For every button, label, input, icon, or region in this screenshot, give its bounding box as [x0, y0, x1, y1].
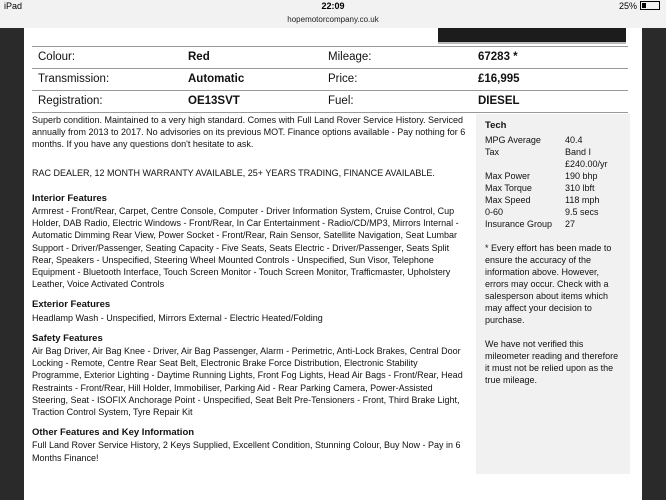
tech-row — [476, 182, 630, 194]
tech-value: 310 lbft — [565, 183, 595, 193]
tech-key: MPG Average — [485, 135, 541, 145]
description-text: Superb condition. Maintained to a very high standard. Comes with Full Land Rover Service History. Serviced annually from 2013 to 2017. No advisories on its previous MOT. Finance options available - Pay nothing for 6 months. If you have any questions don't hesitate to ask. — [32, 115, 466, 150]
spec-row — [32, 47, 628, 69]
tech-value: 9.5 secs — [565, 207, 599, 217]
tech-key: Max Power — [485, 171, 531, 181]
description-column — [32, 114, 469, 464]
tech-key: Insurance Group — [485, 219, 553, 229]
tech-key — [476, 158, 565, 170]
section-title: Safety Features — [32, 332, 103, 344]
tech-row — [476, 158, 630, 170]
tech-value: £240.00/yr — [565, 159, 608, 169]
spec-label: Fuel: — [328, 95, 354, 107]
battery-indicator — [619, 1, 660, 11]
tech-value: 40.4 — [565, 135, 583, 145]
status-bar — [0, 0, 666, 14]
section-text: Headlamp Wash - Unspecified, Mirrors External - Electric Heated/Folding — [32, 312, 323, 323]
spec-label: Registration: — [38, 95, 103, 107]
section-text: Air Bag Driver, Air Bag Knee - Driver, Air Bag Passenger, Alarm - Perimetric, Anti-Lock Brakes, Central Door Locking - Remote, Centre Rear Seat Belt, Electronic Brake Force Distribution, Electronic Stability Programme, Exterior Lighting - Daytime Running Lights, Front Fog Lights, Head Air Bags - Front/Rear, Head Restraints - Front/Rear, Hill Holder, Immobiliser, Parking Aid - Rear Parking Camera, Power-Assisted Steering, Seat - ISOFIX Anchorage Point - Unspecified, Seat Belt Pre-Tensioners - Front, Third Brake Light, Traction Control System, Tyre Repair Kit — [32, 346, 463, 418]
spec-value: £16,995 — [478, 73, 520, 85]
spec-label: Colour: — [38, 51, 76, 63]
section-title: Interior Features — [32, 192, 107, 204]
vehicle-photo[interactable] — [438, 28, 626, 44]
tech-panel — [476, 114, 630, 474]
dealer-line: RAC DEALER, 12 MONTH WARRANTY AVAILABLE, 25+ YEARS TRADING, FINANCE AVAILABLE. — [32, 167, 435, 178]
section-title: Exterior Features — [32, 299, 111, 311]
spec-label: Transmission: — [38, 73, 110, 85]
section-text: Armrest - Front/Rear, Carpet, Centre Console, Computer - Driver Information System, Cruise Control, Cup Holder, DAB Radio, Electric Windows - Front/Rear, In Car Entertainment - Radio/CD/MP3, Mirrors Internal - Automatic Dimming Rear View, Power Socket - Front/Rear, Rain Sensor, Satellite Navigation, Seat Lumbar Support - Driver/Passenger, Seating Capacity - Five Seats, Seats Electric - Driver/Passenger, Seats Split Rear, Speakers - Unspecified, Steering Wheel Mounted Controls - Unspecified, Sun Visor, Telephone Equipment - Bluetooth Interface, Touch Screen Monitor - Touch Screen Monitor, Trafficmaster, Upholstery Leather, Voice Activated Controls — [32, 206, 459, 290]
tech-key: Max Speed — [485, 195, 531, 205]
spec-value: DIESEL — [478, 95, 520, 107]
tech-row — [476, 146, 630, 158]
tech-title: Tech — [485, 120, 507, 131]
mileage-disclaimer: We have not verified this mileometer reading and therefore it must not be relied upon as the true mileage. — [485, 339, 619, 385]
clock: 22:09 — [321, 1, 345, 11]
tech-table — [476, 134, 630, 230]
spec-value: Automatic — [188, 73, 245, 85]
spec-row — [32, 69, 628, 91]
tech-row — [476, 170, 630, 182]
tech-row — [476, 206, 630, 218]
accuracy-disclaimer: * Every effort has been made to ensure the accuracy of the information above. However, errors may occur. Check with a salesperson about items which may affect your decision to purchase. — [485, 243, 612, 325]
tech-value: 118 mph — [565, 195, 600, 205]
battery-percent: 25% — [618, 1, 637, 11]
section-text: Full Land Rover Service History, 2 Keys Supplied, Excellent Condition, Stunning Colour, Buy Now - Pay in 6 Months Finance! — [32, 440, 461, 463]
battery-icon — [640, 1, 660, 10]
tech-row — [476, 134, 630, 146]
spec-value: Red — [188, 51, 210, 63]
tech-value: Band I — [565, 147, 592, 157]
tech-key: 0-60 — [485, 207, 504, 217]
listing-page — [24, 28, 642, 500]
spec-table — [32, 46, 628, 113]
spec-value: OE13SVT — [188, 95, 240, 107]
spec-value: 67283 * — [478, 51, 518, 63]
device-label: iPad — [4, 1, 23, 11]
tech-row — [476, 218, 630, 230]
tech-key: Max Torque — [485, 183, 532, 193]
tech-row — [476, 194, 630, 206]
spec-row — [32, 91, 628, 113]
section-title: Other Features and Key Information — [32, 427, 195, 439]
spec-label: Price: — [328, 73, 358, 85]
tech-value: 190 bhp — [565, 171, 598, 181]
spec-label: Mileage: — [328, 51, 372, 63]
url-bar[interactable]: hopemotorcompany.co.uk — [0, 14, 666, 28]
tech-value: 27 — [565, 219, 576, 229]
tech-key: Tax — [485, 147, 500, 157]
